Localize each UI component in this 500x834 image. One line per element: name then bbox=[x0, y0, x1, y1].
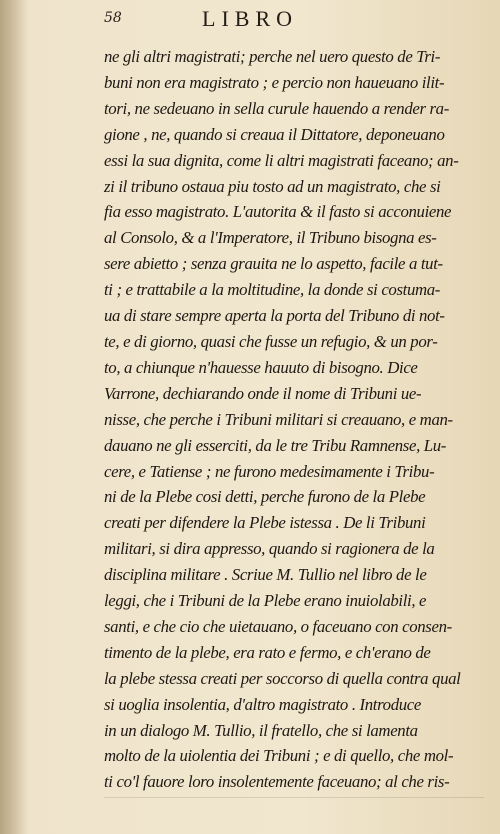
text-line: ti ; e trattabile a la moltitudine, la donde si costuma- bbox=[104, 280, 441, 300]
page-edge-shading bbox=[104, 797, 484, 798]
text-line: militari, si dira appresso, quando si ragionera de la bbox=[104, 539, 435, 559]
page-header bbox=[0, 4, 500, 34]
text-line: essi la sua dignita, come li altri magistrati faceano; an- bbox=[104, 150, 459, 170]
text-line: Varrone, dechiarando onde il nome di Tribuni ue- bbox=[104, 383, 422, 403]
text-line: timento de la plebe, era rato e fermo, e ch'erano de bbox=[104, 642, 431, 662]
text-line: to, a chiunque n'hauesse hauuto di bisogno. Dice bbox=[104, 357, 418, 377]
text-line: ua di stare sempre aperta la porta del Tribuno di not- bbox=[104, 306, 445, 326]
body-text bbox=[104, 44, 484, 795]
text-line: tori, ne sedeuano in sella curule hauendo a render ra- bbox=[104, 98, 449, 118]
text-line: ti co'l fauore loro insolentemente faceuano; al che ris- bbox=[104, 772, 450, 792]
text-line: te, e di giorno, quasi che fusse un refugio, & un por- bbox=[104, 331, 438, 351]
text-line: ni de la Plebe cosi detti, perche furono de la Plebe bbox=[104, 487, 426, 507]
text-line: gione , ne, quando si creaua il Dittatore, deponeuano bbox=[104, 124, 445, 144]
text-line: leggi, che i Tribuni de la Plebe erano inuiolabili, e bbox=[104, 591, 427, 611]
text-line: molto de la uiolentia dei Tribuni ; e di quello, che mol- bbox=[104, 746, 454, 766]
text-line: cere, e Tatiense ; ne furono medesimamente i Tribu- bbox=[104, 461, 435, 481]
text-line: fia esso magistrato. L'autorita & il fasto si acconuiene bbox=[104, 202, 452, 222]
text-line: creati per difendere la Plebe istessa . De li Tribuni bbox=[104, 513, 426, 533]
text-line: dauano ne gli esserciti, da le tre Tribu Ramnense, Lu- bbox=[104, 435, 447, 455]
gutter-shadow bbox=[0, 0, 28, 834]
text-line: in un dialogo M. Tullio, il fratello, che si lamenta bbox=[104, 720, 418, 740]
text-line: al Consolo, & a l'Imperatore, il Tribuno bisogna es- bbox=[104, 228, 437, 248]
text-line: si uoglia insolentia, d'altro magistrato . Introduce bbox=[104, 694, 421, 714]
text-line: disciplina militare . Scriue M. Tullio nel libro de le bbox=[104, 565, 427, 585]
text-line: ne gli altri magistrati; perche nel uero questo de Tri- bbox=[104, 47, 441, 66]
text-line: sere abietto ; senza grauita ne lo aspetto, facile a tut- bbox=[104, 254, 443, 274]
text-line: santi, e che cio che uietauano, o faceuano con consen- bbox=[104, 616, 452, 636]
text-line: nisse, che perche i Tribuni militari si creauano, e man- bbox=[104, 409, 453, 429]
running-head: LIBRO bbox=[202, 6, 298, 31]
text-line: zi il tribuno ostaua piu tosto ad un magistrato, che si bbox=[104, 176, 441, 196]
text-line: buni non era magistrato ; e percio non haueuano ilit- bbox=[104, 72, 445, 92]
text-line: la plebe stessa creati per soccorso di quella contra qual bbox=[104, 668, 461, 688]
page-corner-mark: 58 bbox=[104, 10, 122, 26]
